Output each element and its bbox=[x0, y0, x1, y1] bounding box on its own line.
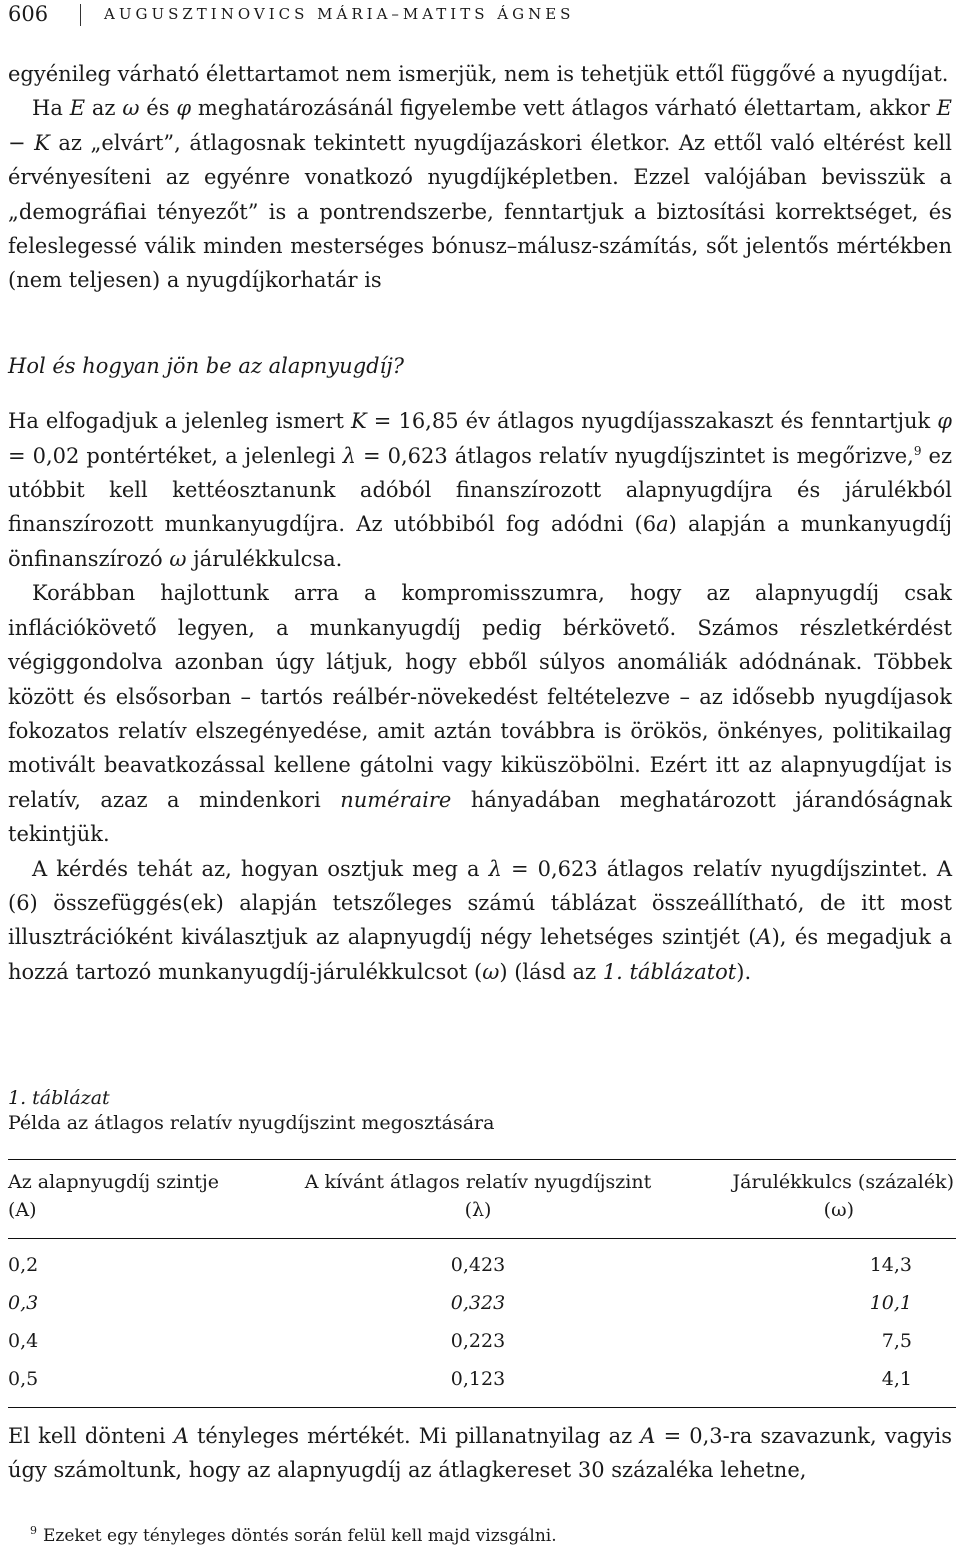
table-cell: 0,323 bbox=[450, 1292, 506, 1314]
table-cell: 0,5 bbox=[8, 1368, 39, 1390]
table-header-row bbox=[8, 1160, 956, 1239]
table-cell: 0,223 bbox=[450, 1330, 506, 1352]
table-cell: 0,2 bbox=[8, 1254, 39, 1276]
paragraph-2: Ha E az ω és φ meghatározásánál figyelembe vett átlagos várható élettartam, akkor E − K az „elvárt”, átlagosnak tekintett nyugdíjazáskori életkor. Az ettől való eltérést kell érvényesíteni az egyénre vonatkozó nyugdíjképletben. Ezzel valójában bevisszük a „demográfiai tényezőt” is a pontrendszerbe, fenntartjuk a biztosítási korrektséget, és feleslegessé válik minden mesterséges bónusz–málusz-számítás, sőt jelentős mértékben (nem teljesen) a nyugdíjkorhatár is bbox=[8, 96, 952, 293]
footnote-text: Ezeket egy tényleges döntés során felül kell majd vizsgálni. bbox=[43, 1526, 557, 1546]
table-cell: 10,1 bbox=[869, 1292, 912, 1314]
table-row bbox=[8, 1239, 956, 1285]
table-row bbox=[8, 1322, 956, 1360]
table-cell: 0,423 bbox=[450, 1254, 506, 1276]
col-header-contribution-rate: Járulékkulcs (százalék) (ω) bbox=[732, 1171, 954, 1221]
footnote-ref: 9 bbox=[913, 443, 922, 458]
paragraph-1: egyénileg várható élettartamot nem ismerjük, nem is tehetjük ettől függővé a nyugdíjat. bbox=[8, 62, 949, 86]
table-1 bbox=[8, 1087, 956, 1408]
table-label: 1. táblázat bbox=[8, 1087, 110, 1109]
header-divider bbox=[80, 4, 81, 26]
closing-paragraph: El kell dönteni A tényleges mértékét. Mi pillanatnyilag az A = 0,3-ra szavazunk, vagyis úgy számoltunk, hogy az alapnyugdíj az átlagkereset 30 százaléka lehetne, bbox=[8, 1424, 952, 1483]
footnote-number: 9 bbox=[30, 1524, 37, 1538]
table-caption: Példa az átlagos relatív nyugdíjszint megosztására bbox=[8, 1112, 495, 1134]
table-row-highlighted bbox=[8, 1284, 956, 1322]
running-head: AUGUSZTINOVICS MÁRIA–MATITS ÁGNES bbox=[104, 5, 575, 23]
table-cell: 4,1 bbox=[881, 1368, 912, 1390]
col-header-base-pension: Az alapnyugdíj szintje (A) bbox=[8, 1171, 220, 1221]
page-number: 606 bbox=[8, 2, 49, 26]
col-header-relative-level: A kívánt átlagos relatív nyugdíjszint (λ) bbox=[304, 1171, 652, 1221]
table-cell: 0,4 bbox=[8, 1330, 39, 1352]
table-cell: 0,123 bbox=[450, 1368, 506, 1390]
table-cell: 7,5 bbox=[881, 1330, 912, 1352]
table-row bbox=[8, 1360, 956, 1408]
paragraph-5: A kérdés tehát az, hogyan osztjuk meg a λ = 0,623 átlagos relatív nyugdíjszintet. A (6) összefüggés(ek) alapján tetszőleges számú táblázat összeállítható, de itt most illusztrációként kiválasztjuk az alapnyugdíj négy lehetséges szintjét (A), és megadjuk a hozzá tartozó munkanyugdíj-járulékkulcsot (ω) (lásd az 1. táblázatot). bbox=[8, 856, 952, 984]
data-table bbox=[8, 1160, 956, 1408]
section-heading: Hol és hogyan jön be az alapnyugdíj? bbox=[8, 353, 405, 378]
footnote bbox=[30, 1524, 557, 1548]
page-header bbox=[8, 2, 952, 32]
table-cell: 0,3 bbox=[8, 1292, 39, 1314]
body-text bbox=[8, 57, 952, 989]
table-cell: 14,3 bbox=[869, 1254, 912, 1276]
paragraph-3: Ha elfogadjuk a jelenleg ismert K = 16,85 év átlagos nyugdíjasszakaszt és fenntartjuk φ = 0,02 pontértéket, a jelenlegi λ = 0,623 átlagos relatív nyugdíjszintet is megőrizve,$^9$ ez utóbbit kell kettéosztanunk adóból finanszírozott alapnyugdíjra és járulékból finanszírozott munkanyugdíjra. Az utóbbiból fog adódni (6a) alapján a munkanyugdíj önfinanszírozó ω járulékkulcsa. bbox=[8, 409, 953, 571]
paragraph-4: Korábban hajlottunk arra a kompromisszumra, hogy az alapnyugdíj csak inflációkövető legyen, a munkanyugdíj pedig bérkövető. Számos részletkérdést végiggondolva azonban úgy látjuk, hogy ebből súlyos anomáliák adódnának. Többek között és elsősorban – tartós reálbér-növekedést feltételezve – az idősebb nyugdíjasok fokozatos relatív elszegényedése, amit aztán továbbra is örökös, önkényes, politikailag motivált beavatkozással kellene gátolni vagy kiküszöbölni. Ezért itt az alapnyugdíjat is relatív, azaz a mindenkori numéraire hányadában meghatározott járandóságnak tekintjük. bbox=[8, 581, 952, 847]
